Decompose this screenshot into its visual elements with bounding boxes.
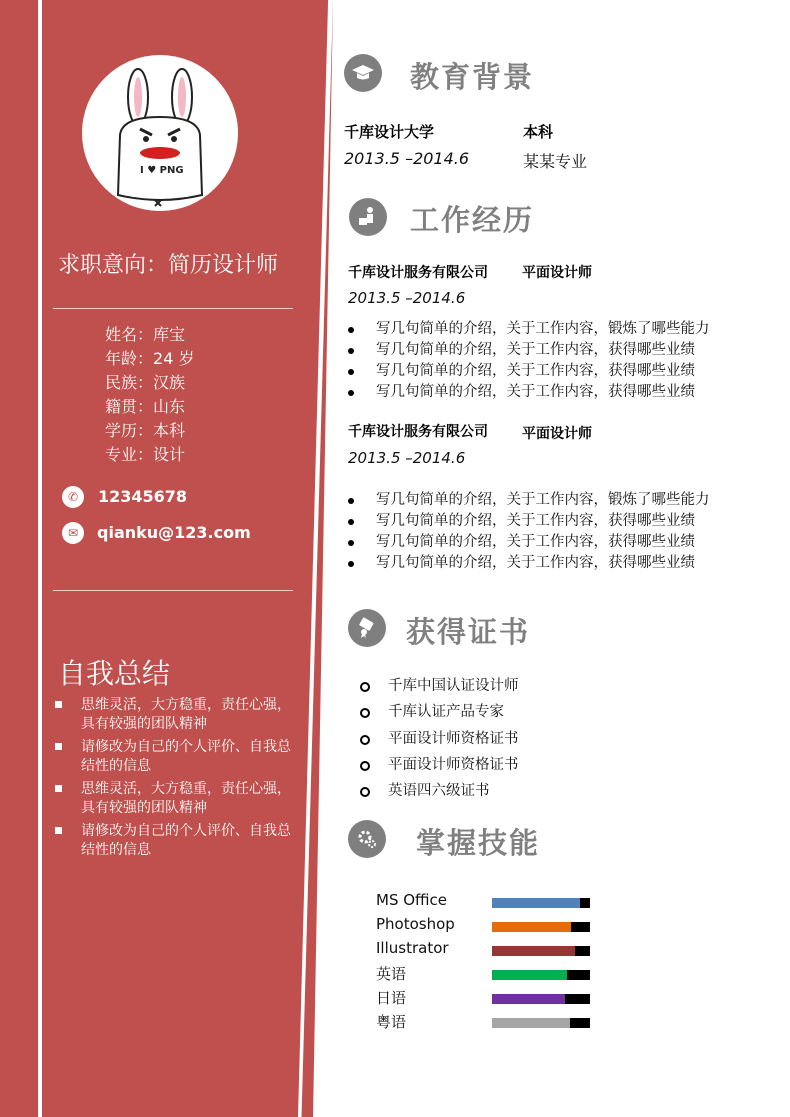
skill-name: Photoshop (376, 915, 455, 933)
info-row: 民族：汉族 (105, 373, 186, 392)
education-degree: 本科 (523, 123, 554, 141)
info-row: 学历：本科 (105, 421, 186, 440)
education-title: 教育背景 (410, 60, 535, 94)
job-date: 2013.5 –2014.6 (348, 289, 466, 307)
info-list (105, 323, 194, 467)
summary-item: 思维灵活，大方稳重，责任心强，具有较强的团队精神 (55, 696, 305, 736)
skill-bar-fill (492, 1018, 570, 1028)
skill-bar-track (492, 922, 590, 932)
info-row: 年龄：24 岁 (105, 349, 195, 368)
avatar (82, 55, 238, 211)
work-title: 工作经历 (410, 203, 535, 237)
summary-item: 思维灵活，大方稳重，责任心强，具有较强的团队精神 (55, 780, 305, 820)
skill-name: Illustrator (376, 939, 449, 957)
skill-bar-fill (492, 946, 575, 956)
skill-bar-track (492, 994, 590, 1004)
phone-icon: ✆ (62, 486, 84, 508)
job-company: 千库设计服务有限公司 (348, 424, 488, 440)
bunny-illustration (82, 55, 238, 211)
summary-item: 请修改为自己的个人评价、自我总结性的信息 (55, 822, 305, 862)
email-address[interactable]: qianku@123.com (97, 523, 251, 542)
skill-bar-fill (492, 970, 567, 980)
graduation-cap-icon (344, 54, 382, 92)
skill-bar-track (492, 898, 590, 908)
briefcase-person-icon (349, 198, 387, 236)
education-school: 千库设计大学 (344, 123, 435, 141)
summary-item: 请修改为自己的个人评价、自我总结性的信息 (55, 738, 305, 778)
info-row: 姓名：库宝 (105, 325, 186, 344)
skill-bar-fill (492, 922, 571, 932)
job-position: 平面设计师 (522, 265, 592, 281)
education-date: 2013.5 –2014.6 (344, 149, 470, 168)
skill-bar-track (492, 1018, 590, 1028)
square-bullet-icon (55, 785, 62, 792)
skill-bar-track (492, 946, 590, 956)
gears-icon (348, 820, 386, 858)
certificate-icon (348, 609, 386, 647)
skills-title: 掌握技能 (416, 826, 541, 860)
skill-bar-track (492, 970, 590, 980)
job-company: 千库设计服务有限公司 (348, 265, 488, 281)
sidebar-divider-line (38, 0, 42, 1117)
education-major: 某某专业 (523, 152, 588, 171)
square-bullet-icon (55, 827, 62, 834)
skill-bar-fill (492, 994, 565, 1004)
skill-bar-fill (492, 898, 580, 908)
avatar-badge-text: I ♥ PNG (140, 165, 184, 176)
job-position: 平面设计师 (522, 426, 592, 442)
job-date: 2013.5 –2014.6 (348, 449, 466, 467)
summary-title: 自我总结 (58, 657, 171, 690)
sidebar-separator (53, 590, 293, 591)
square-bullet-icon (55, 743, 62, 750)
phone-number[interactable]: 12345678 (98, 487, 188, 506)
certificates-title: 获得证书 (406, 615, 531, 649)
sidebar-separator (53, 308, 293, 309)
job-intent: 求职意向：简历设计师 (58, 253, 279, 278)
skill-name: 英语 (376, 965, 407, 983)
skill-name: 粤语 (376, 1013, 407, 1031)
info-row: 专业：设计 (105, 445, 186, 464)
skill-name: MS Office (376, 891, 448, 909)
email-icon: ✉ (62, 522, 84, 544)
square-bullet-icon (55, 701, 62, 708)
info-row: 籍贯：山东 (105, 397, 186, 416)
skill-name: 日语 (376, 989, 407, 1007)
